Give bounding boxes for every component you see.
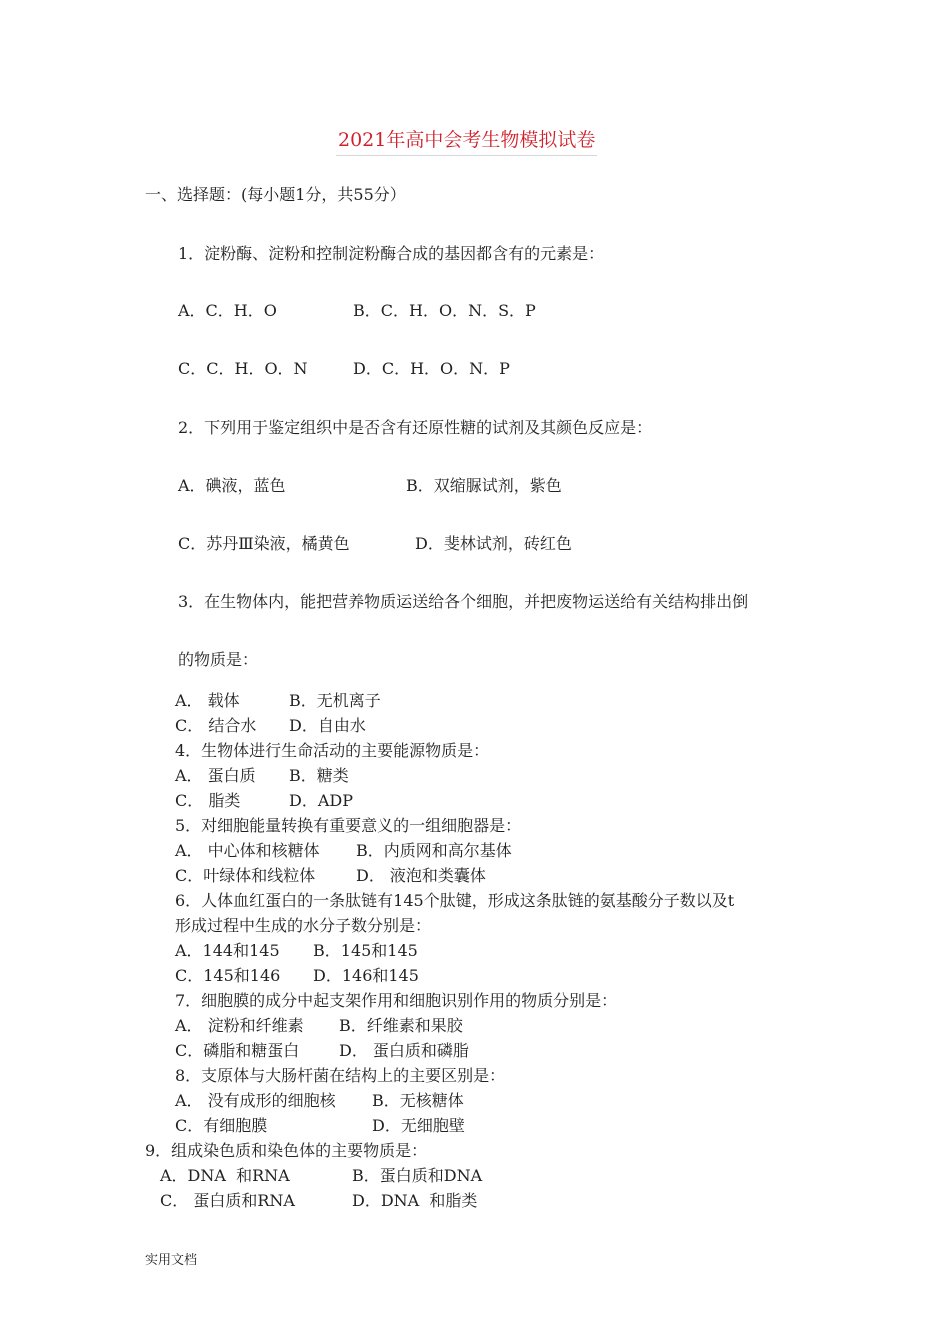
question-3-stem-line1: 3．在生物体内，能把营养物质运送给各个细胞，并把废物运送给有关结构排出倒: [178, 592, 749, 611]
question-7-option-d: D． 蛋白质和磷脂: [339, 1041, 469, 1060]
question-4-option-a: A． 蛋白质: [175, 766, 256, 785]
question-7-option-c: C．磷脂和糖蛋白: [175, 1041, 300, 1060]
question-9-option-d: D．DNA 和脂类: [352, 1191, 478, 1210]
question-9-option-b: B．蛋白质和DNA: [352, 1166, 483, 1185]
question-8-stem: 8．支原体与大肠杆菌在结构上的主要区别是：: [175, 1066, 506, 1085]
question-5-option-c: C．叶绿体和线粒体: [175, 866, 316, 885]
question-7-option-a: A． 淀粉和纤维素: [175, 1016, 304, 1035]
question-1-stem: 1．淀粉酶、淀粉和控制淀粉酶合成的基因都含有的元素是：: [178, 244, 605, 263]
question-6-option-a: A．144和145: [175, 941, 280, 960]
question-4-option-c: C． 脂类: [175, 791, 241, 810]
question-9-option-a: A．DNA 和RNA: [160, 1166, 290, 1185]
question-2-stem: 2．下列用于鉴定组织中是否含有还原性糖的试剂及其颜色反应是：: [178, 418, 653, 437]
question-6-option-d: D．146和145: [313, 966, 419, 985]
question-3-option-b: B．无机离子: [289, 691, 381, 710]
question-1-option-c: C．C．H．O．N: [178, 359, 308, 378]
question-3-stem-line2: 的物质是：: [178, 650, 259, 669]
question-2-option-b: B．双缩脲试剂，紫色: [406, 476, 562, 495]
question-8-option-b: B．无核糖体: [372, 1091, 464, 1110]
question-6-option-c: C．145和146: [175, 966, 281, 985]
question-2-option-c: C．苏丹Ⅲ染液，橘黄色: [178, 534, 350, 553]
question-3-option-c: C． 结合水: [175, 716, 257, 735]
question-5-option-b: B．内质网和高尔基体: [356, 841, 512, 860]
question-1-option-d: D．C．H．O．N．P: [353, 359, 510, 378]
question-5-option-d: D． 液泡和类囊体: [356, 866, 486, 885]
question-5-option-a: A． 中心体和核糖体: [175, 841, 320, 860]
document-title: 2021年高中会考生物模拟试卷: [336, 128, 597, 156]
question-9-stem: 9．组成染色质和染色体的主要物质是：: [145, 1141, 428, 1160]
question-8-option-c: C．有细胞膜: [175, 1116, 268, 1135]
question-6-stem-line1: 6．人体血红蛋白的一条肽链有145个肽键，形成这条肽链的氨基酸分子数以及t: [175, 891, 735, 910]
section-heading: 一、选择题：(每小题1分，共55分）: [145, 185, 406, 204]
question-8-option-d: D．无细胞壁: [372, 1116, 465, 1135]
question-6-stem-line2: 形成过程中生成的水分子数分别是：: [175, 916, 432, 935]
question-3-option-d: D．自由水: [289, 716, 366, 735]
question-6-option-b: B．145和145: [313, 941, 418, 960]
question-2-option-a: A．碘液，蓝色: [178, 476, 286, 495]
page-footer: 实用文档: [145, 1253, 198, 1268]
question-7-option-b: B．纤维素和果胶: [339, 1016, 463, 1035]
question-3-option-a: A． 载体: [175, 691, 240, 710]
question-7-stem: 7．细胞膜的成分中起支架作用和细胞识别作用的物质分别是：: [175, 991, 618, 1010]
question-4-option-b: B．糖类: [289, 766, 349, 785]
question-5-stem: 5．对细胞能量转换有重要意义的一组细胞器是：: [175, 816, 522, 835]
question-1-option-a: A．C．H．O: [178, 301, 277, 320]
question-4-stem: 4．生物体进行生命活动的主要能源物质是：: [175, 741, 490, 760]
question-4-option-d: D．ADP: [289, 791, 353, 810]
question-1-option-b: B．C．H．O．N．S．P: [353, 301, 536, 320]
question-9-option-c: C． 蛋白质和RNA: [160, 1191, 295, 1210]
question-2-option-d: D．斐林试剂，砖红色: [415, 534, 572, 553]
question-8-option-a: A． 没有成形的细胞核: [175, 1091, 336, 1110]
